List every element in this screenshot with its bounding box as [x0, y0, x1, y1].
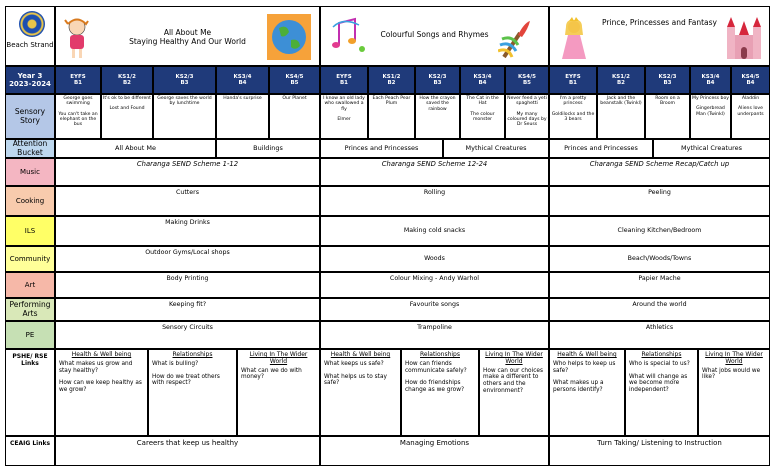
pshe-question: What will change as we become more independent? [629, 373, 688, 393]
story-title: Elmer [337, 116, 351, 122]
group-label: KS2/3 B3 [428, 73, 447, 86]
topic-title: All About Me Staying Healthy And Our World [129, 28, 246, 46]
pshe-cell [148, 349, 237, 436]
group-label: KS1/2 B2 [382, 73, 401, 86]
pshe-cell [698, 349, 770, 436]
group-header [269, 66, 320, 94]
row-label: CEAIG Links [9, 440, 51, 447]
ils-item: Making cold snacks [403, 227, 466, 235]
community-cell [549, 246, 770, 272]
pshe-topic-title: Health & Well being [330, 351, 391, 358]
community-item: Beach/Woods/Towns [627, 255, 692, 263]
cooking-item: Cutters [175, 189, 200, 196]
row-label: PSHE/ RSE Links [12, 353, 48, 367]
group-header [320, 66, 368, 94]
pe-item: Trampoline [417, 324, 452, 331]
pshe-cell [320, 349, 401, 436]
row-label-community [5, 246, 55, 272]
pshe-topic-title: Living In The Wider World [249, 351, 308, 365]
group-label: KS1/2 B2 [118, 73, 136, 86]
row-label-music [5, 158, 55, 186]
paintbrush-icon [498, 17, 534, 64]
story-title: Aladdin [741, 96, 760, 101]
topic-header-3 [549, 6, 770, 66]
music-cell [55, 158, 320, 186]
row-label-pe [5, 321, 55, 349]
art-item: Papier Mache [638, 275, 681, 282]
group-label: EYFS B1 [70, 73, 86, 86]
story-title: The Cat in the Hat [466, 96, 499, 107]
row-label: PE [25, 330, 35, 339]
pshe-topic-title: Relationships [420, 351, 460, 358]
school-badge-icon [19, 11, 45, 37]
pe-cell [549, 321, 770, 349]
performing-arts-cell [549, 298, 770, 321]
group-header [101, 66, 153, 94]
row-label: Attention Bucket [12, 139, 48, 157]
pshe-cell [237, 349, 320, 436]
story-title: I know an old lady who swallowed a fly [323, 96, 365, 112]
attention-bucket-cell [320, 139, 443, 158]
performing-arts-item: Around the world [632, 301, 687, 308]
row-label: Art [24, 280, 36, 289]
group-header [690, 66, 731, 94]
story-title: My many coloured days by Dr Seuss [507, 111, 547, 128]
row-label-attention-bucket [5, 139, 55, 158]
row-label: Performing Arts [9, 299, 51, 318]
row-label-pshe [5, 349, 55, 436]
pshe-topic-title: Relationships [172, 351, 213, 358]
attention-bucket-item: Mythical Creatures [681, 143, 742, 152]
school-logo-cell [5, 6, 55, 66]
attention-bucket-cell [216, 139, 320, 158]
attention-bucket-item: All About Me [114, 143, 156, 152]
sensory-story-cell [460, 94, 505, 139]
art-item: Colour Mixing - Andy Warhol [389, 275, 480, 282]
group-header [731, 66, 770, 94]
ceaig-cell [320, 436, 549, 466]
pshe-question: What keeps us safe? [324, 360, 384, 367]
ceaig-item: Careers that keep us healthy [136, 439, 239, 447]
row-label-art [5, 272, 55, 298]
pshe-question: What jobs would we like? [702, 367, 761, 381]
pshe-topic-title: Relationships [641, 351, 682, 358]
music-cell [320, 158, 549, 186]
pshe-topic-title: Living In The Wider World [485, 351, 543, 365]
pshe-topic-title: Health & Well being [557, 351, 617, 358]
group-header [549, 66, 597, 94]
group-label: KS3/4 B4 [233, 73, 252, 86]
sensory-story-cell [101, 94, 153, 139]
story-title: It's ok to be different [103, 96, 151, 101]
year-label: Year 3 2023-2024 [9, 71, 51, 88]
group-label: KS3/4 B4 [473, 73, 492, 86]
group-header [153, 66, 216, 94]
community-item: Woods [424, 255, 445, 263]
cooking-cell [320, 186, 549, 216]
pshe-topic-title: Health & Well being [71, 351, 132, 358]
music-cell [549, 158, 770, 186]
pshe-question: How do we treat others with respect? [152, 373, 220, 387]
pe-cell [55, 321, 320, 349]
community-cell [55, 246, 320, 272]
story-title: Handa's surprise [223, 96, 262, 101]
group-label: KS4/5 B5 [285, 73, 304, 86]
pshe-question: How can friends communicate safely? [405, 360, 467, 374]
community-item: Outdoor Gyms/Local shops [145, 249, 230, 256]
topic-header-2 [320, 6, 549, 66]
ils-cell [55, 216, 320, 246]
row-label-cooking [5, 186, 55, 216]
row-label: Music [20, 167, 40, 176]
group-header [460, 66, 505, 94]
story-title: The colour monster [470, 111, 495, 122]
story-title: Gingerbread Man (Twinkl) [696, 106, 725, 117]
group-header [415, 66, 460, 94]
pshe-question: What makes up a persons identify? [553, 380, 604, 393]
story-title: Each Peach Pear Plum [372, 96, 411, 107]
pshe-question: How can we keep healthy as we grow? [59, 380, 142, 393]
sensory-story-cell [597, 94, 645, 139]
music-notes-icon [329, 15, 369, 60]
year-label-cell [5, 66, 55, 94]
music-item: Charanga SEND Scheme 12-24 [381, 160, 488, 168]
sensory-story-cell [55, 94, 101, 139]
row-label: ILS [24, 226, 36, 235]
cooking-item: Peeling [648, 189, 671, 196]
pshe-question: How can our choices make a different to others and the environment? [483, 367, 543, 394]
ils-cell [549, 216, 770, 246]
performing-arts-cell [320, 298, 549, 321]
story-title: Aliens love underpants [737, 106, 764, 117]
sensory-story-cell [505, 94, 549, 139]
pshe-question: What helps us to stay safe? [324, 373, 387, 387]
performing-arts-item: Keeping fit? [168, 301, 207, 308]
attention-bucket-item: Buildings [253, 143, 283, 152]
sensory-story-cell [731, 94, 770, 139]
pshe-cell [401, 349, 479, 436]
row-label-ils [5, 216, 55, 246]
topic-title: Colourful Songs and Rhymes [380, 30, 489, 39]
pe-cell [320, 321, 549, 349]
sensory-story-cell [549, 94, 597, 139]
pshe-question: Who helps to keep us safe? [553, 360, 616, 374]
sensory-story-cell [320, 94, 368, 139]
ceaig-cell [55, 436, 320, 466]
attention-bucket-item: Princes and Princesses [344, 143, 419, 152]
princess-icon [560, 15, 588, 64]
pshe-cell [479, 349, 549, 436]
story-title: Jack and the beanstalk (Twinkl) [600, 96, 642, 107]
group-header [505, 66, 549, 94]
group-label: KS2/3 B3 [175, 73, 194, 86]
row-label-performing-arts [5, 298, 55, 321]
row-label: Sensory Story [14, 106, 46, 125]
pshe-question: What is bulling? [152, 360, 199, 367]
art-cell [549, 272, 770, 298]
ceaig-item: Managing Emotions [399, 439, 470, 447]
story-title: Lost and Found [109, 106, 145, 112]
ceaig-cell [549, 436, 770, 466]
pshe-question: How do friendships change as we grow? [405, 380, 465, 393]
group-header [645, 66, 690, 94]
pshe-cell [549, 349, 625, 436]
row-label: Community [9, 254, 51, 263]
story-title: Goldilocks and the 3 bears [551, 111, 595, 122]
sensory-story-cell [269, 94, 320, 139]
attention-bucket-item: Princes and Princesses [564, 143, 638, 152]
group-header [597, 66, 645, 94]
globe-icon [267, 14, 311, 63]
group-label: EYFS B1 [565, 73, 581, 86]
cooking-cell [55, 186, 320, 216]
story-title: Never feed a yeti spaghetti [507, 96, 547, 107]
ils-item: Making Drinks [165, 219, 210, 226]
sensory-story-cell [216, 94, 269, 139]
row-label: Cooking [15, 196, 45, 205]
school-name: Beach Strand [6, 41, 54, 49]
story-title: George goes swimming [63, 96, 93, 107]
sensory-story-cell [415, 94, 460, 139]
group-header [55, 66, 101, 94]
story-title: George saves the world by lunchtime [157, 96, 212, 107]
attention-bucket-cell [443, 139, 549, 158]
ils-cell [320, 216, 549, 246]
story-title: Our Planet [282, 96, 307, 101]
music-item: Charanga SEND Scheme Recap/Catch up [589, 160, 730, 168]
performing-arts-item: Favourite songs [409, 301, 460, 308]
performing-arts-cell [55, 298, 320, 321]
group-label: KS4/5 B4 [741, 73, 760, 86]
art-cell [55, 272, 320, 298]
story-title: How the crayon saved the rainbow [419, 96, 456, 112]
topic-title: Prince, Princesses and Fantasy [602, 18, 717, 27]
art-cell [320, 272, 549, 298]
attention-bucket-cell [653, 139, 770, 158]
story-title: My Princess boy [692, 96, 729, 101]
art-item: Body Printing [166, 275, 209, 282]
sensory-story-cell [690, 94, 731, 139]
pe-item: Sensory Circuits [162, 324, 213, 331]
group-label: KS4/5 B5 [518, 73, 536, 86]
curriculum-map [5, 6, 770, 466]
pshe-cell [55, 349, 148, 436]
music-item: Charanga SEND Scheme 1-12 [136, 160, 239, 168]
pshe-topic-title: Living In The Wider World [705, 351, 763, 365]
pshe-question: Who is special to us? [629, 360, 690, 367]
ceaig-item: Turn Taking/ Listening to Instruction [597, 439, 722, 447]
row-label-ceaig [5, 436, 55, 466]
castle-icon [725, 13, 763, 62]
story-title: You can't take an elephant on the bus [58, 111, 98, 128]
pshe-question: What makes us grow and stay healthy? [59, 360, 133, 374]
girl-icon [62, 15, 92, 64]
attention-bucket-cell [549, 139, 653, 158]
pshe-question: What can we do with money? [241, 367, 302, 381]
pe-item: Athletics [645, 324, 674, 331]
group-label: EYFS B1 [336, 73, 352, 86]
pshe-cell [625, 349, 698, 436]
story-title: I'm a pretty princess [559, 96, 587, 107]
group-label: KS1/2 B2 [612, 73, 630, 86]
group-label: KS2/3 B3 [658, 73, 677, 86]
attention-bucket-item: Mythical Creatures [465, 143, 527, 152]
sensory-story-cell [645, 94, 690, 139]
group-header [216, 66, 269, 94]
cooking-item: Rolling [423, 189, 446, 196]
sensory-story-cell [368, 94, 415, 139]
sensory-story-cell [153, 94, 216, 139]
ils-item: Cleaning Kitchen/Bedroom [617, 227, 702, 235]
group-header [368, 66, 415, 94]
story-title: Room on a Broom [655, 96, 680, 107]
community-cell [320, 246, 549, 272]
topic-header-1 [55, 6, 320, 66]
row-label-sensory-story [5, 94, 55, 139]
cooking-cell [549, 186, 770, 216]
group-label: KS3/4 B4 [701, 73, 720, 86]
attention-bucket-cell [55, 139, 216, 158]
